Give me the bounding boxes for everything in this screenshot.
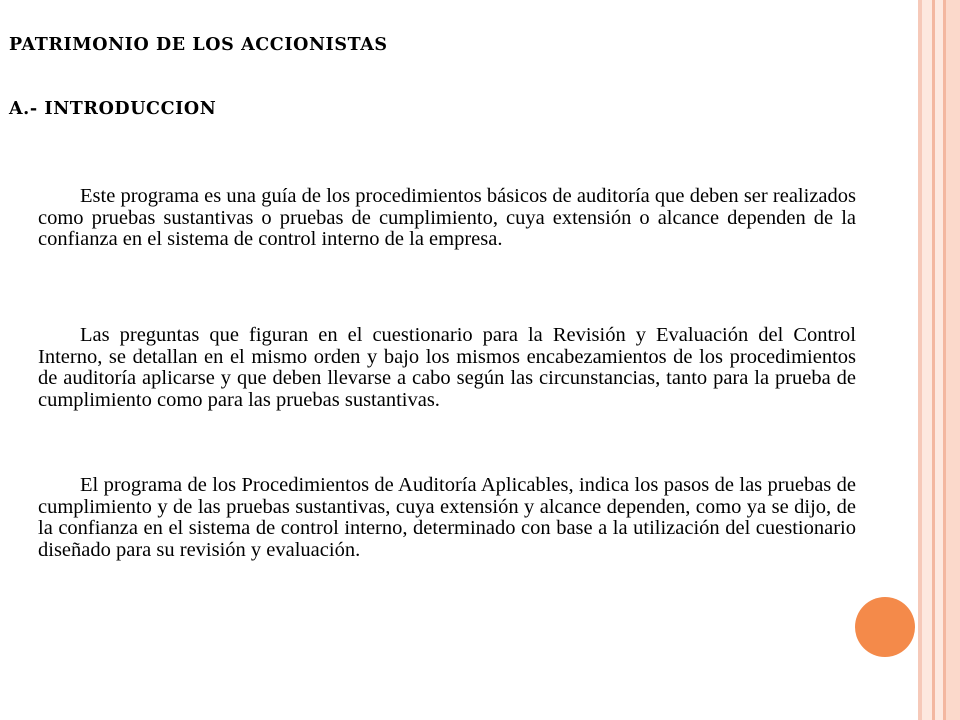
accent-circle [855,597,915,657]
border-stripe [935,0,943,720]
section-heading: A.- INTRODUCCION [9,99,217,119]
slide-title: PATRIMONIO DE LOS ACCIONISTAS [9,35,388,55]
paragraph-2: Las preguntas que figuran en el cuestionario para la Revisión y Evaluación del Control Interno, se detallan en el mismo orden y bajo los mismos encabezamientos de los procedimientos de auditoría aplicarse y que deben llevarse a cabo según las circunstancias, tanto para la prueba de cumplimiento como para las pruebas sustantivas. [38,324,856,411]
border-stripe [922,0,932,720]
paragraph-1: Este programa es una guía de los procedimientos básicos de auditoría que deben ser realizados como pruebas sustantivas o pruebas de cumplimiento, cuya extensión o alcance dependen de la confianza en el sistema de control interno de la empresa. [38,185,856,250]
border-stripe [946,0,960,720]
paragraph-3: El programa de los Procedimientos de Auditoría Aplicables, indica los pasos de las pruebas de cumplimiento y de las pruebas sustantivas, cuya extensión y alcance dependen, como ya se dijo, de la confianza en el sistema de control interno, determinado con base a la utilización del cuestionario diseñado para su revisión y evaluación. [38,474,856,561]
